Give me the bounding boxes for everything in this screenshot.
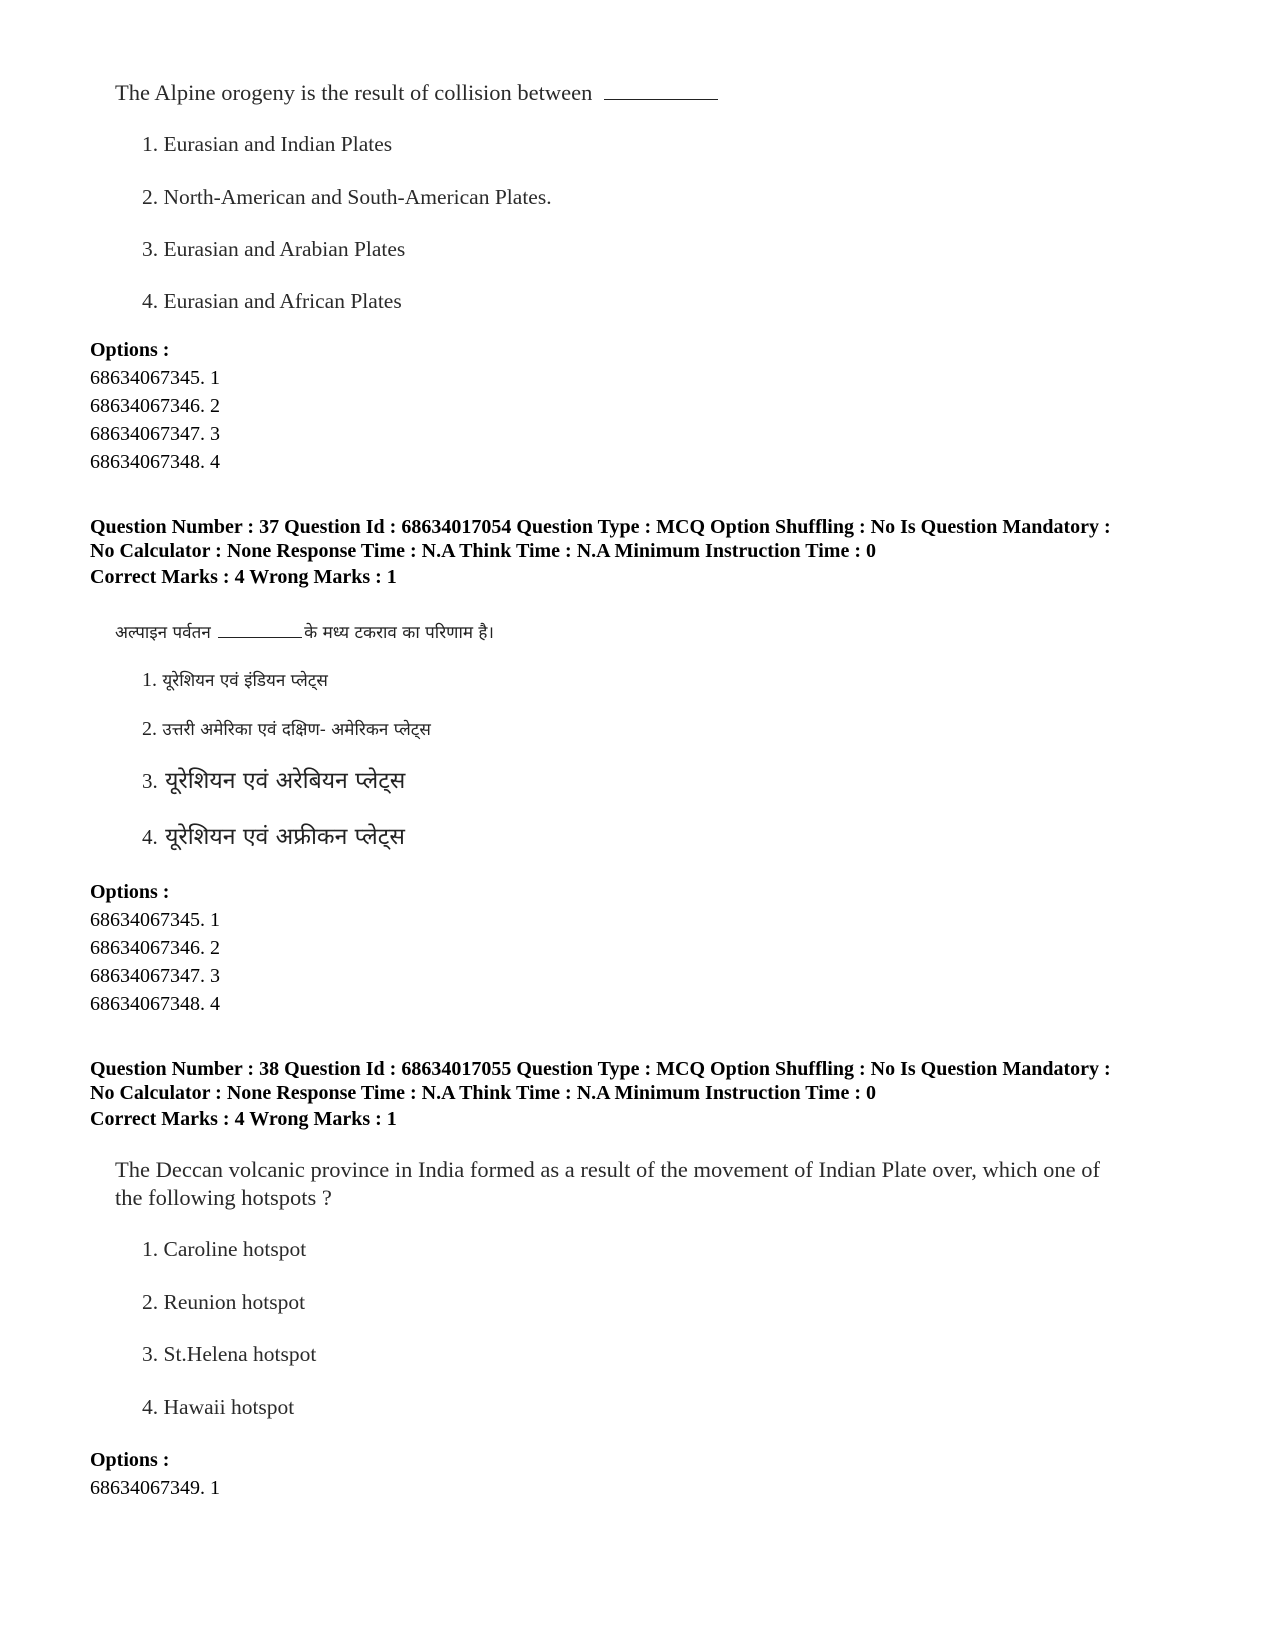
q36-option-1: 1. Eurasian and Indian Plates	[142, 132, 393, 156]
q37-option-id-4: 68634067348. 4	[90, 993, 220, 1015]
q37-option-1-text: यूरेशियन एवं इंडियन प्लेट्स	[162, 671, 328, 691]
q36-stem-text: The Alpine orogeny is the result of collision between	[115, 80, 593, 105]
q37-option-id-1: 68634067345. 1	[90, 909, 220, 931]
q37-options-label: Options :	[90, 881, 170, 903]
q36-option-id-4: 68634067348. 4	[90, 451, 220, 473]
q37-stem	[115, 620, 494, 643]
q38-option-1: 1. Caroline hotspot	[142, 1237, 307, 1261]
q36-option-2: 2. North-American and South-American Plates.	[142, 185, 552, 209]
q37-option-2	[142, 717, 431, 741]
q37-option-1	[142, 668, 328, 692]
q37-stem-part-a: अल्पाइन पर्वतन	[115, 623, 211, 643]
q38-meta-line-1: Question Number : 38 Question Id : 68634017055 Question Type : MCQ Option Shuffling : No Is Question Mandatory :	[90, 1058, 1111, 1080]
q38-option-2: 2. Reunion hotspot	[142, 1290, 306, 1314]
q38-options-label: Options :	[90, 1449, 170, 1471]
q37-option-id-2: 68634067346. 2	[90, 937, 220, 959]
q37-option-4-num: 4.	[142, 825, 158, 849]
q37-meta-line-1: Question Number : 37 Question Id : 68634017054 Question Type : MCQ Option Shuffling : No Is Question Mandatory :	[90, 516, 1111, 538]
q38-option-4: 4. Hawaii hotspot	[142, 1395, 295, 1419]
q37-stem-part-b: के मध्य टकराव का परिणाम है।	[304, 623, 494, 643]
q37-meta-line-2: No Calculator : None Response Time : N.A Think Time : N.A Minimum Instruction Time : 0	[90, 540, 876, 562]
q37-option-2-num: 2.	[142, 718, 157, 740]
q36-option-3: 3. Eurasian and Arabian Plates	[142, 237, 406, 261]
q36-options-label: Options :	[90, 339, 170, 361]
q38-option-id-1: 68634067349. 1	[90, 1477, 220, 1499]
q37-option-3	[142, 763, 405, 795]
q37-option-1-num: 1.	[142, 669, 157, 691]
q38-meta	[90, 1057, 1210, 1105]
q37-meta	[90, 515, 1210, 563]
q37-option-4-text: यूरेशियन एवं अफ्रीकन प्लेट्स	[165, 824, 405, 850]
q36-option-id-2: 68634067346. 2	[90, 395, 220, 417]
q36-option-id-3: 68634067347. 3	[90, 423, 220, 445]
q38-marks: Correct Marks : 4 Wrong Marks : 1	[90, 1108, 397, 1130]
q37-marks: Correct Marks : 4 Wrong Marks : 1	[90, 566, 397, 588]
q38-stem-line-1: The Deccan volcanic province in India formed as a result of the movement of Indian Plate over, which one of	[115, 1157, 1100, 1182]
q38-stem-line-2: the following hotspots ?	[115, 1185, 332, 1210]
q37-option-id-3: 68634067347. 3	[90, 965, 220, 987]
q36-option-id-1: 68634067345. 1	[90, 367, 220, 389]
q38-option-3: 3. St.Helena hotspot	[142, 1342, 317, 1366]
q36-stem-blank	[604, 99, 718, 100]
q37-option-2-text: उत्तरी अमेरिका एवं दक्षिण- अमेरिकन प्लेट्स	[162, 720, 431, 740]
q37-option-3-text: यूरेशियन एवं अरेबियन प्लेट्स	[165, 768, 406, 794]
q37-option-3-num: 3.	[142, 769, 158, 793]
q36-stem	[115, 80, 718, 106]
q37-stem-blank	[218, 637, 302, 638]
q37-option-4	[142, 819, 405, 851]
q36-option-4: 4. Eurasian and African Plates	[142, 289, 402, 313]
q38-meta-line-2: No Calculator : None Response Time : N.A Think Time : N.A Minimum Instruction Time : 0	[90, 1082, 876, 1104]
